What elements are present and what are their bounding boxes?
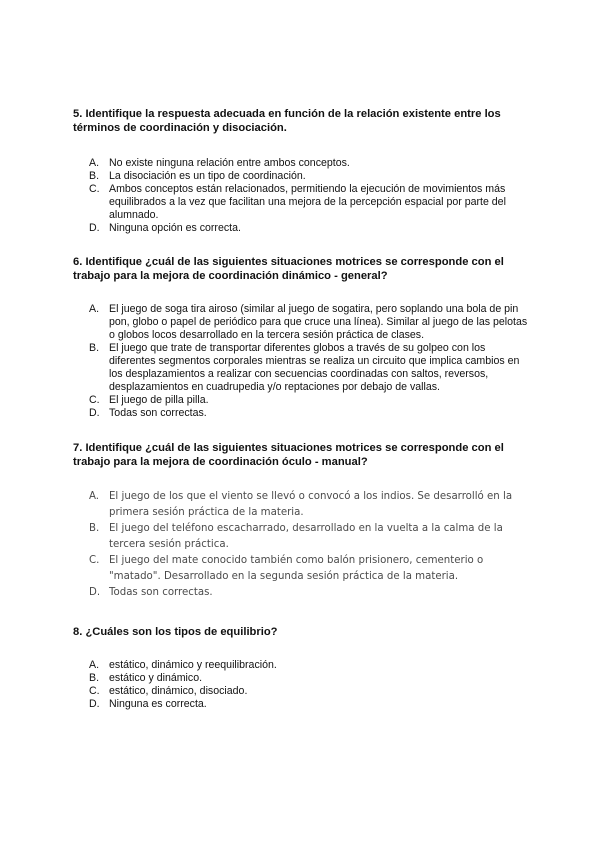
option-text: La disociación es un tipo de coordinación. — [109, 170, 306, 182]
option-letter: B. — [89, 170, 100, 182]
option-text: estático, dinámico, disociado. — [109, 685, 248, 697]
option-letter: C. — [89, 685, 100, 697]
option-letter: A. — [89, 157, 100, 169]
option-item — [73, 222, 528, 235]
option-text: El juego de los que el viento se llevó o convocó a los indios. Se desarrolló en la primera sesión práctica de la materia. — [109, 491, 513, 518]
option-item — [73, 157, 528, 170]
options-list — [73, 659, 528, 711]
option-text: No existe ninguna relación entre ambos conceptos. — [109, 157, 350, 169]
option-letter: B. — [89, 342, 100, 354]
option-letter: A. — [89, 491, 100, 502]
option-item — [73, 394, 528, 407]
option-item — [73, 553, 528, 585]
option-item — [73, 342, 528, 394]
option-item — [73, 585, 528, 601]
option-text: Ninguna es correcta. — [109, 698, 207, 710]
option-letter: A. — [89, 659, 100, 671]
option-text: Ambos conceptos están relacionados, permitiendo la ejecución de movimientos más equilibrados a la vez que facilitan una mejora de la percepción espacial por parte del alumnado. — [109, 183, 506, 221]
option-text: Ninguna opción es correcta. — [109, 222, 241, 234]
option-item — [73, 183, 528, 222]
option-item — [73, 170, 528, 183]
question-8 — [73, 625, 528, 711]
option-letter: A. — [89, 303, 100, 315]
option-text: Todas son correctas. — [109, 587, 213, 598]
option-item — [73, 685, 528, 698]
option-text: El juego del mate conocido también como balón prisionero, cementerio o "matado". Desarrollado en la segunda sesión práctica de la materia. — [109, 555, 484, 582]
option-text: El juego de pilla pilla. — [109, 394, 209, 406]
question-title: 5. Identifique la respuesta adecuada en función de la relación existente entre los términos de coordinación y disociación. — [73, 108, 501, 134]
options-list — [73, 303, 528, 420]
question-7 — [73, 441, 528, 601]
options-list — [73, 157, 528, 235]
option-letter: D. — [89, 587, 101, 598]
option-text: El juego que trate de transportar diferentes globos a través de su golpeo con los diferentes segmentos corporales mientras se realiza un circuito que implica cambios en los desplazamientos a realizar con secuencias coordinadas con saltos, reversos, desplazamientos en cuadrupedia y/o reptaciones por debajo de vallas. — [109, 342, 520, 393]
option-letter: C. — [89, 394, 100, 406]
options-list — [73, 489, 528, 601]
option-item — [73, 672, 528, 685]
option-letter: C. — [89, 555, 100, 566]
option-text: El juego de soga tira airoso (similar al juego de sogatira, pero soplando una bola de pin pon, globo o papel de periódico para que cruce una línea). Similar al juego de las pelotas o globos locos desarrollado en la tercera sesión práctica de clases. — [109, 303, 528, 341]
question-title: 7. Identifique ¿cuál de las siguientes situaciones motrices se corresponde con el trabajo para la mejora de coordinación óculo - manual? — [73, 442, 504, 468]
question-6 — [73, 255, 528, 420]
option-text: estático y dinámico. — [109, 672, 203, 684]
option-item — [73, 303, 528, 342]
option-letter: C. — [89, 183, 100, 195]
option-text: Todas son correctas. — [109, 407, 207, 419]
option-item — [73, 489, 528, 521]
option-item — [73, 521, 528, 553]
option-letter: D. — [89, 407, 100, 419]
option-text: El juego del teléfono escacharrado, desarrollado en la vuelta a la calma de la tercera sesión práctica. — [109, 523, 503, 550]
option-item — [73, 407, 528, 420]
option-item — [73, 698, 528, 711]
option-letter: D. — [89, 222, 100, 234]
question-5 — [73, 107, 528, 235]
option-letter: D. — [89, 698, 100, 710]
option-letter: B. — [89, 672, 100, 684]
option-text: estático, dinámico y reequilibración. — [109, 659, 277, 671]
option-letter: B. — [89, 523, 100, 534]
option-item — [73, 659, 528, 672]
question-title: 8. ¿Cuáles son los tipos de equilibrio? — [73, 626, 278, 638]
question-title: 6. Identifique ¿cuál de las siguientes situaciones motrices se corresponde con el trabajo para la mejora de coordinación dinámico - general? — [73, 256, 504, 282]
